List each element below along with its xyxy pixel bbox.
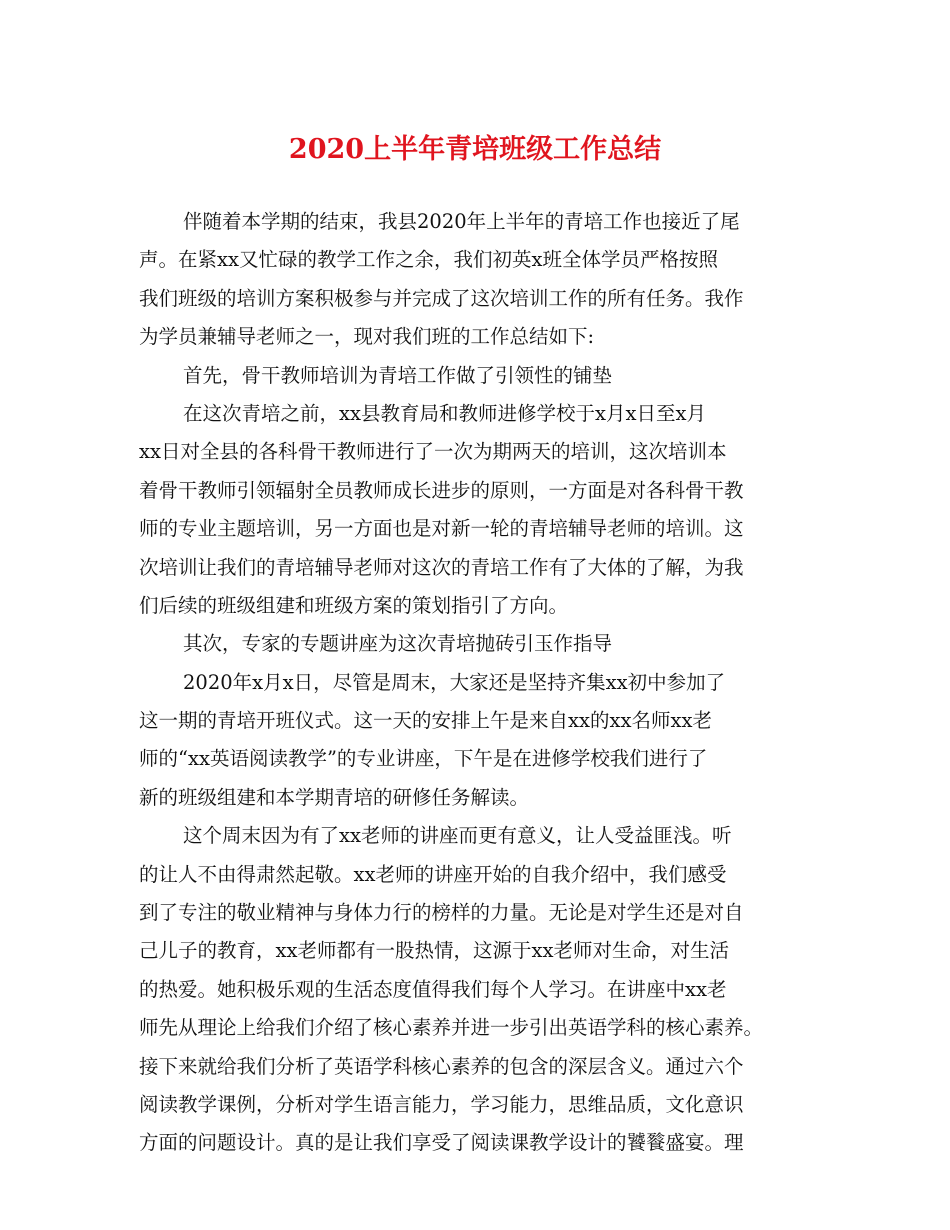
text-line: 新的班级组建和本学期青培的研修任务解读。 — [139, 785, 530, 809]
text-line: 到了专注的敬业精神与身体力行的榜样的力量。无论是对学生还是对自 — [139, 901, 744, 925]
document-title: 2020上半年青培班级工作总结 — [288, 134, 662, 165]
text-line: 次培训让我们的青培辅导老师对这次的青培工作有了大体的了解，为我 — [139, 555, 744, 579]
text-line: 方面的问题设计。真的是让我们享受了阅读课教学设计的饕餮盛宴。理 — [139, 1131, 744, 1155]
text-line: 2020年x月x日，尽管是周末，大家还是坚持齐集xx初中参加了 — [183, 670, 726, 694]
text-line: 声。在紧xx又忙碌的教学工作之余，我们初英x班全体学员严格按照 — [139, 248, 718, 272]
document-body — [139, 203, 819, 1163]
text-line: 接下来就给我们分析了英语学科核心素养的包含的深层含义。通过六个 — [139, 1054, 744, 1078]
text-line: 们后续的班级组建和班级方案的策划指引了方向。 — [139, 593, 569, 617]
text-line: 伴随着本学期的结束，我县2020年上半年的青培工作也接近了尾 — [183, 210, 740, 233]
text-line: 师先从理论上给我们介绍了核心素养并进一步引出英语学科的核心素养。 — [139, 1016, 764, 1040]
text-line: 师的“xx英语阅读教学”的专业讲座，下午是在进修学校我们进行了 — [139, 747, 708, 771]
text-line: 其次，专家的专题讲座为这次青培抛砖引玉作指导 — [183, 632, 613, 656]
text-line: 在这次青培之前，xx县教育局和教师进修学校于x月x日至x月 — [183, 401, 706, 425]
text-line: 我们班级的培训方案积极参与并完成了这次培训工作的所有任务。我作 — [139, 286, 744, 310]
text-line: 阅读教学课例，分析对学生语言能力，学习能力，思维品质，文化意识 — [139, 1092, 744, 1116]
text-line: 首先，骨干教师培训为青培工作做了引领性的铺垫 — [183, 363, 613, 387]
text-line: 为学员兼辅导老师之一，现对我们班的工作总结如下: — [139, 325, 595, 349]
text-line: 的让人不由得肃然起敬。xx老师的讲座开始的自我介绍中，我们感受 — [139, 862, 727, 886]
text-line: 着骨干教师引领辐射全员教师成长进步的原则，一方面是对各科骨干教 — [139, 478, 744, 502]
text-line: 师的专业主题培训，另一方面也是对新一轮的青培辅导老师的培训。这 — [139, 517, 744, 541]
text-line: xx日对全县的各科骨干教师进行了一次为期两天的培训，这次培训本 — [139, 440, 727, 464]
text-line: 这个周末因为有了xx老师的讲座而更有意义，让人受益匪浅。听 — [183, 824, 732, 848]
text-line: 这一期的青培开班仪式。这一天的安排上午是来自xx的xx名师xx老 — [139, 709, 712, 733]
text-line: 的热爱。她积极乐观的生活态度值得我们每个人学习。在讲座中xx老 — [139, 977, 727, 1001]
text-line: 己儿子的教育，xx老师都有一股热情，这源于xx老师对生命，对生活 — [139, 939, 729, 963]
